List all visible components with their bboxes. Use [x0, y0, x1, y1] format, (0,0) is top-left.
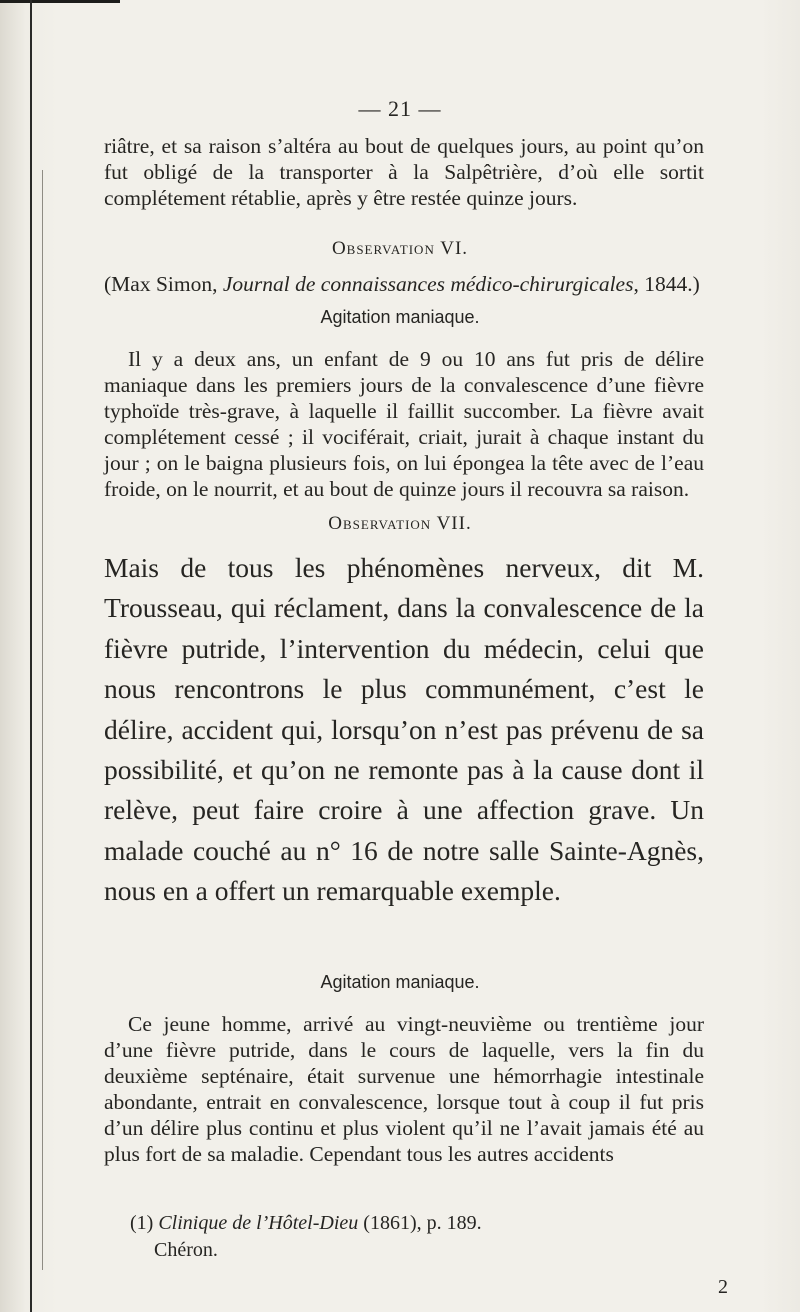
observation-7-heading: Observation VII. — [328, 513, 472, 534]
source-journal: Journal de connaissances médico-chirurgicales — [222, 272, 634, 296]
source-prefix: (Max Simon, — [104, 272, 223, 296]
footnote — [130, 1210, 690, 1264]
source-suffix: , 1844.) — [633, 272, 700, 296]
binding-shadow-line — [42, 170, 43, 1270]
observation-6-text: Il y a deux ans, un enfant de 9 ou 10 ans fut pris de délire maniaque dans les premiers jours de la convalescence d’une fièvre typhoïde très-grave, à laquelle il faillit succomber. La fièvre avait complétement cessé ; il vociférait, criait, jurait à chaque instant du jour ; on le baigna plusieurs fois, on lui épongea la tête avec de l’eau froide, on le nourrit, et au bout de quinze jours il recouvra sa raison. — [104, 347, 704, 501]
case-text: Ce jeune homme, arrivé au vingt-neuvième ou trentième jour d’une fièvre putride, dans le cours de laquelle, vers la fin du deuxième septénaire, était survenue une hémorrhagie intestinale abondante, entrait en convalescence, lorsque tout à coup il fut pris d’un délire plus continu et plus violent qu’il ne l’avait jamais été au plus fort de sa maladie. Cependant tous les autres accidents — [104, 1012, 704, 1166]
case-subtitle: Agitation maniaque. — [320, 972, 480, 992]
footnote-author: Chéron. — [154, 1239, 218, 1261]
main-paragraph — [104, 548, 704, 912]
footnote-marker: (1) — [130, 1212, 154, 1234]
observation-6-subtitle: Agitation maniaque. — [320, 307, 480, 327]
observation-6-source — [104, 271, 704, 297]
page-number: — 21 — — [358, 96, 442, 121]
main-text: Mais de tous les phénomènes nerveux, dit M. Trousseau, qui réclament, dans la convalescence de la fièvre putride, l’intervention du médecin, celui que nous rencontrons le plus communément, c’est le délire, accident qui, lorsqu’on n’est pas prévenu de sa possibilité, et qu’on ne remonte pas à la cause dont il relève, peut faire croire à une affection grave. Un malade couché au n° 16 de notre salle Sainte-Agnès, nous en a offert un remarquable exemple. — [104, 552, 704, 907]
opening-text: riâtre, et sa raison s’altéra au bout de quelques jours, au point qu’on fut obligé de la transporter à la Salpêtrière, d’où elle sortit complétement rétablie, après y être restée quinze jours. — [104, 134, 704, 210]
signature-mark: 2 — [718, 1276, 728, 1298]
observation-6-body — [104, 346, 704, 502]
footnote-line — [130, 1210, 690, 1237]
binding-edge-line — [30, 0, 32, 1312]
case-body — [104, 1011, 704, 1167]
page-edge-mark — [0, 0, 120, 3]
footnote-title: Clinique de l’Hôtel-Dieu — [158, 1212, 359, 1234]
footnote-detail: (1861), p. 189. — [358, 1212, 482, 1234]
opening-paragraph — [104, 133, 704, 211]
observation-6-heading: Observation VI. — [331, 238, 469, 259]
